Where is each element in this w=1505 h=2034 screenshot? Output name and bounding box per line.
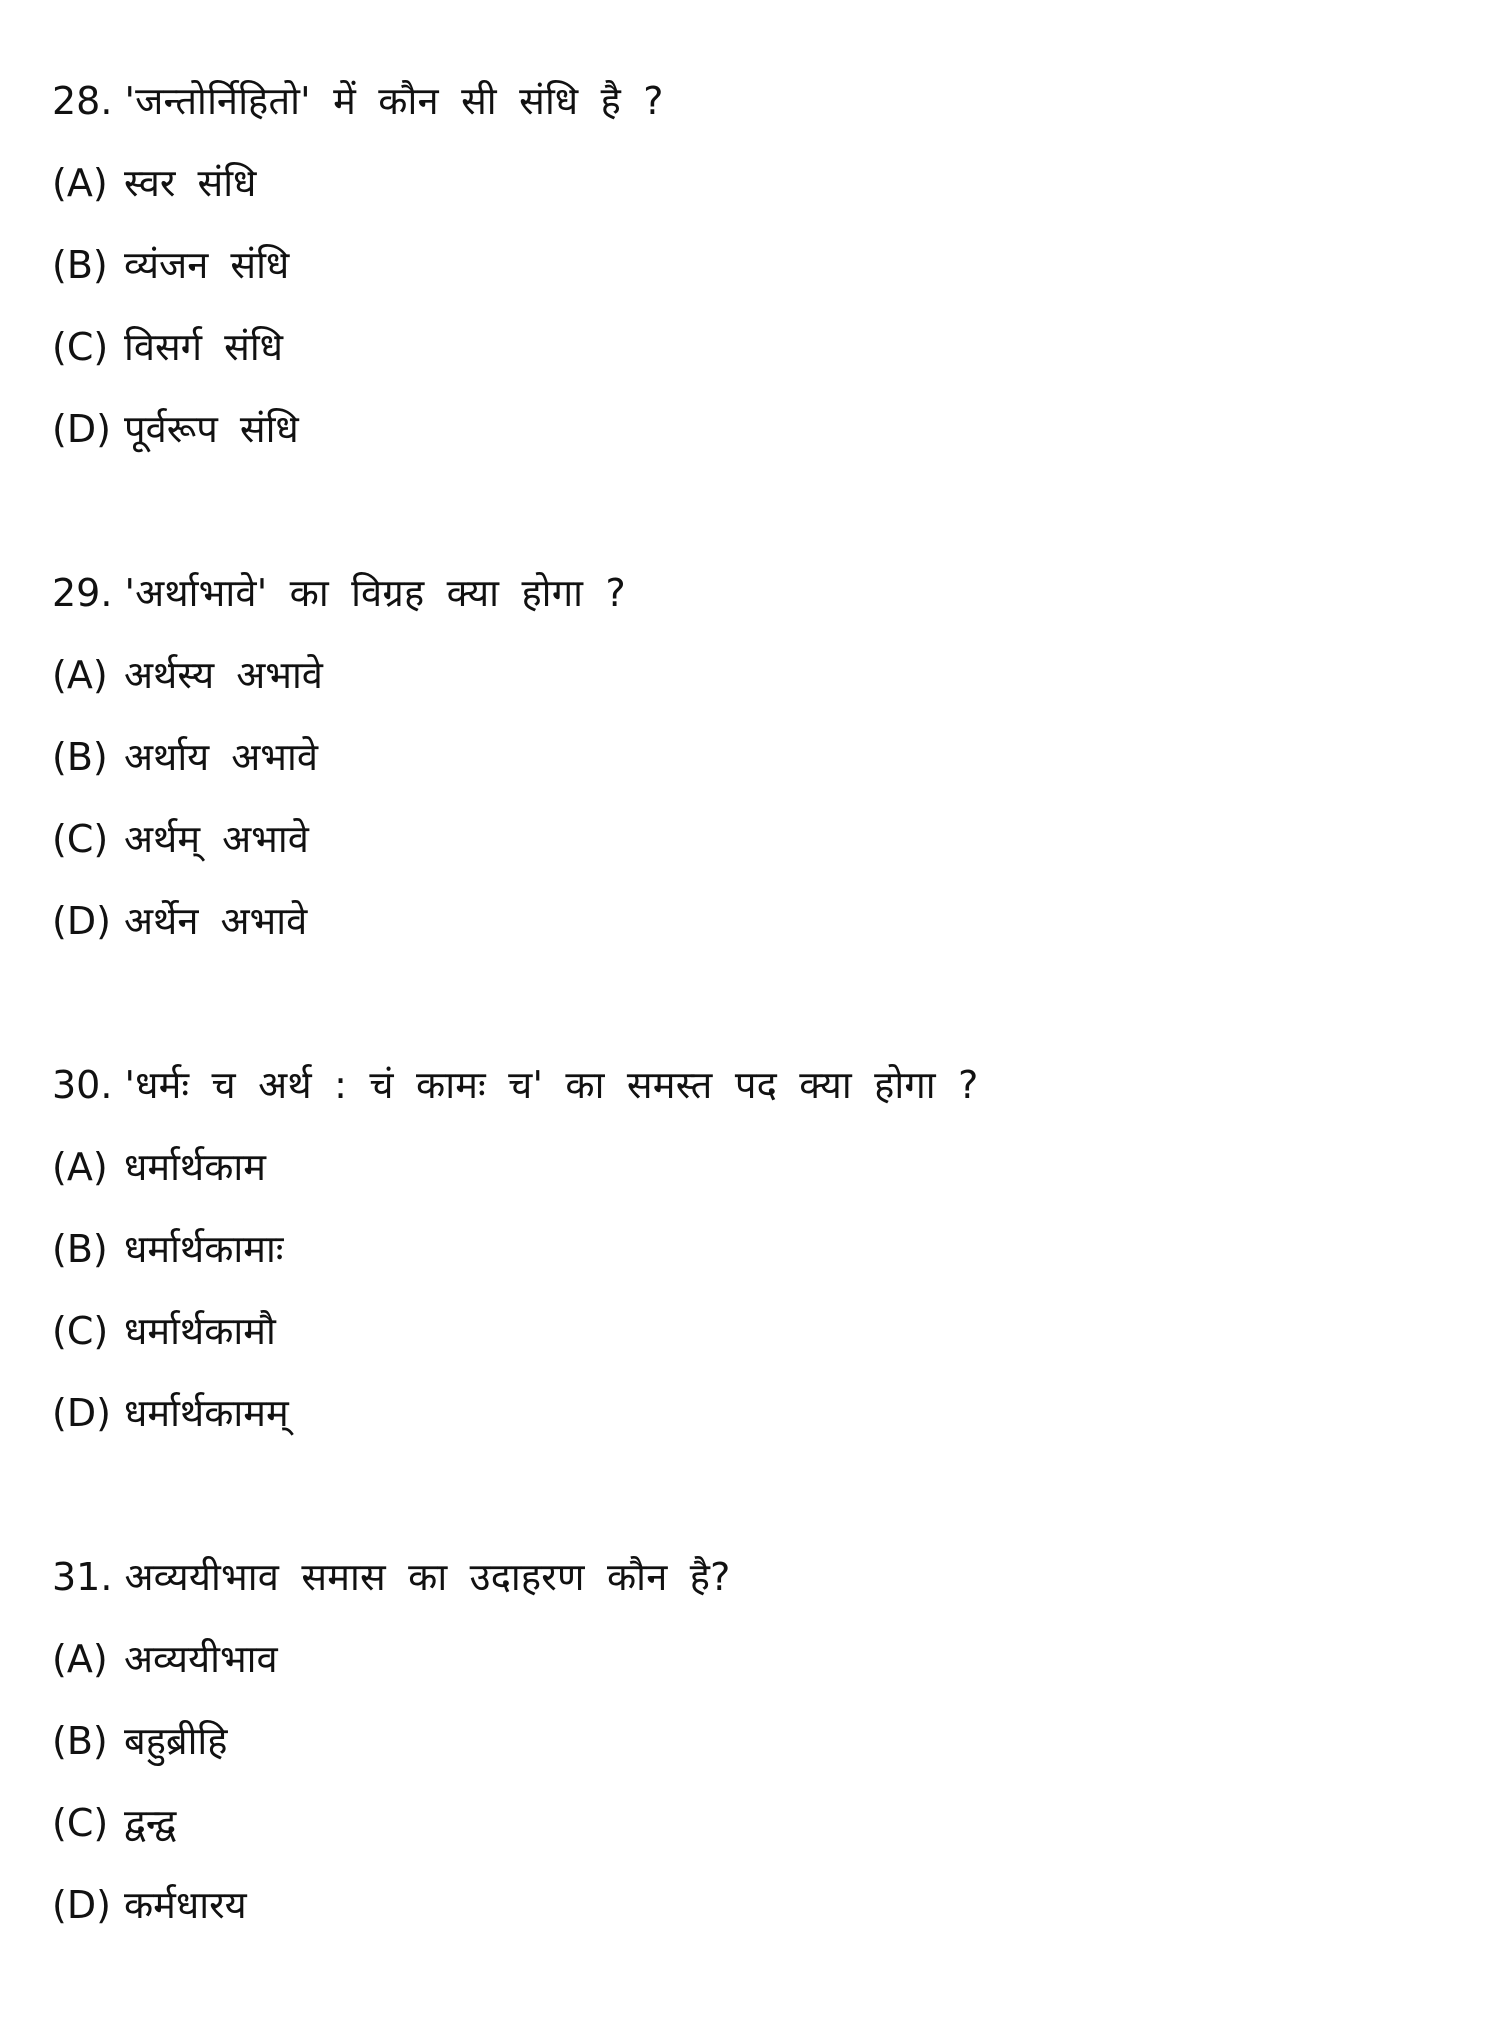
question-number: 29. xyxy=(52,571,113,615)
option-text: बहुब्रीहि xyxy=(124,1719,228,1763)
question-stem xyxy=(52,1044,1452,1126)
option-label: (D) xyxy=(52,1883,111,1927)
question-31 xyxy=(52,1536,1452,1946)
question-28 xyxy=(52,60,1452,470)
question-stem xyxy=(52,60,1452,142)
option-label: (B) xyxy=(52,735,108,779)
option-text: धर्मार्थकामाः xyxy=(124,1227,284,1271)
option-label: (C) xyxy=(52,1801,109,1845)
option-label: (A) xyxy=(52,1145,108,1189)
question-text: 'धर्मः च अर्थ : चं कामः च' का समस्त पद क्या होगा ? xyxy=(124,1063,979,1107)
question-30 xyxy=(52,1044,1452,1454)
option-c xyxy=(52,798,1452,880)
option-label: (A) xyxy=(52,1637,108,1681)
question-number: 30. xyxy=(52,1063,113,1107)
option-a xyxy=(52,634,1452,716)
option-a xyxy=(52,142,1452,224)
option-b xyxy=(52,716,1452,798)
option-b xyxy=(52,224,1452,306)
option-text: धर्मार्थकामम् xyxy=(124,1391,289,1435)
question-text: अव्ययीभाव समास का उदाहरण कौन है? xyxy=(124,1555,731,1599)
question-number: 31. xyxy=(52,1555,113,1599)
option-label: (A) xyxy=(52,653,108,697)
option-text: धर्मार्थकामौ xyxy=(124,1309,276,1353)
option-c xyxy=(52,306,1452,388)
option-c xyxy=(52,1290,1452,1372)
question-stem xyxy=(52,1536,1452,1618)
option-text: पूर्वरूप संधि xyxy=(124,407,299,451)
option-text: द्वन्द्व xyxy=(124,1801,177,1845)
option-a xyxy=(52,1126,1452,1208)
option-text: अर्थम् अभावे xyxy=(124,817,309,861)
question-number: 28. xyxy=(52,79,113,123)
option-label: (D) xyxy=(52,407,111,451)
option-text: स्वर संधि xyxy=(124,161,257,205)
option-label: (D) xyxy=(52,899,111,943)
option-label: (C) xyxy=(52,817,109,861)
question-text: 'अर्थाभावे' का विग्रह क्या होगा ? xyxy=(124,571,626,615)
option-text: अर्थाय अभावे xyxy=(124,735,318,779)
option-text: अर्थेन अभावे xyxy=(124,899,308,943)
option-c xyxy=(52,1782,1452,1864)
option-text: धर्मार्थकाम xyxy=(124,1145,266,1189)
option-label: (B) xyxy=(52,1227,108,1271)
option-label: (C) xyxy=(52,1309,109,1353)
option-label: (B) xyxy=(52,243,108,287)
question-stem xyxy=(52,552,1452,634)
option-label: (B) xyxy=(52,1719,108,1763)
option-text: विसर्ग संधि xyxy=(124,325,284,369)
option-text: अव्ययीभाव xyxy=(124,1637,278,1681)
option-d xyxy=(52,388,1452,470)
question-text: 'जन्तोर्निहितो' में कौन सी संधि है ? xyxy=(124,79,664,123)
option-label: (A) xyxy=(52,161,108,205)
option-d xyxy=(52,1864,1452,1946)
option-label: (D) xyxy=(52,1391,111,1435)
option-label: (C) xyxy=(52,325,109,369)
option-b xyxy=(52,1700,1452,1782)
option-text: कर्मधारय xyxy=(124,1883,247,1927)
option-text: अर्थस्य अभावे xyxy=(124,653,323,697)
option-text: व्यंजन संधि xyxy=(124,243,290,287)
option-b xyxy=(52,1208,1452,1290)
question-29 xyxy=(52,552,1452,962)
option-a xyxy=(52,1618,1452,1700)
option-d xyxy=(52,1372,1452,1454)
option-d xyxy=(52,880,1452,962)
